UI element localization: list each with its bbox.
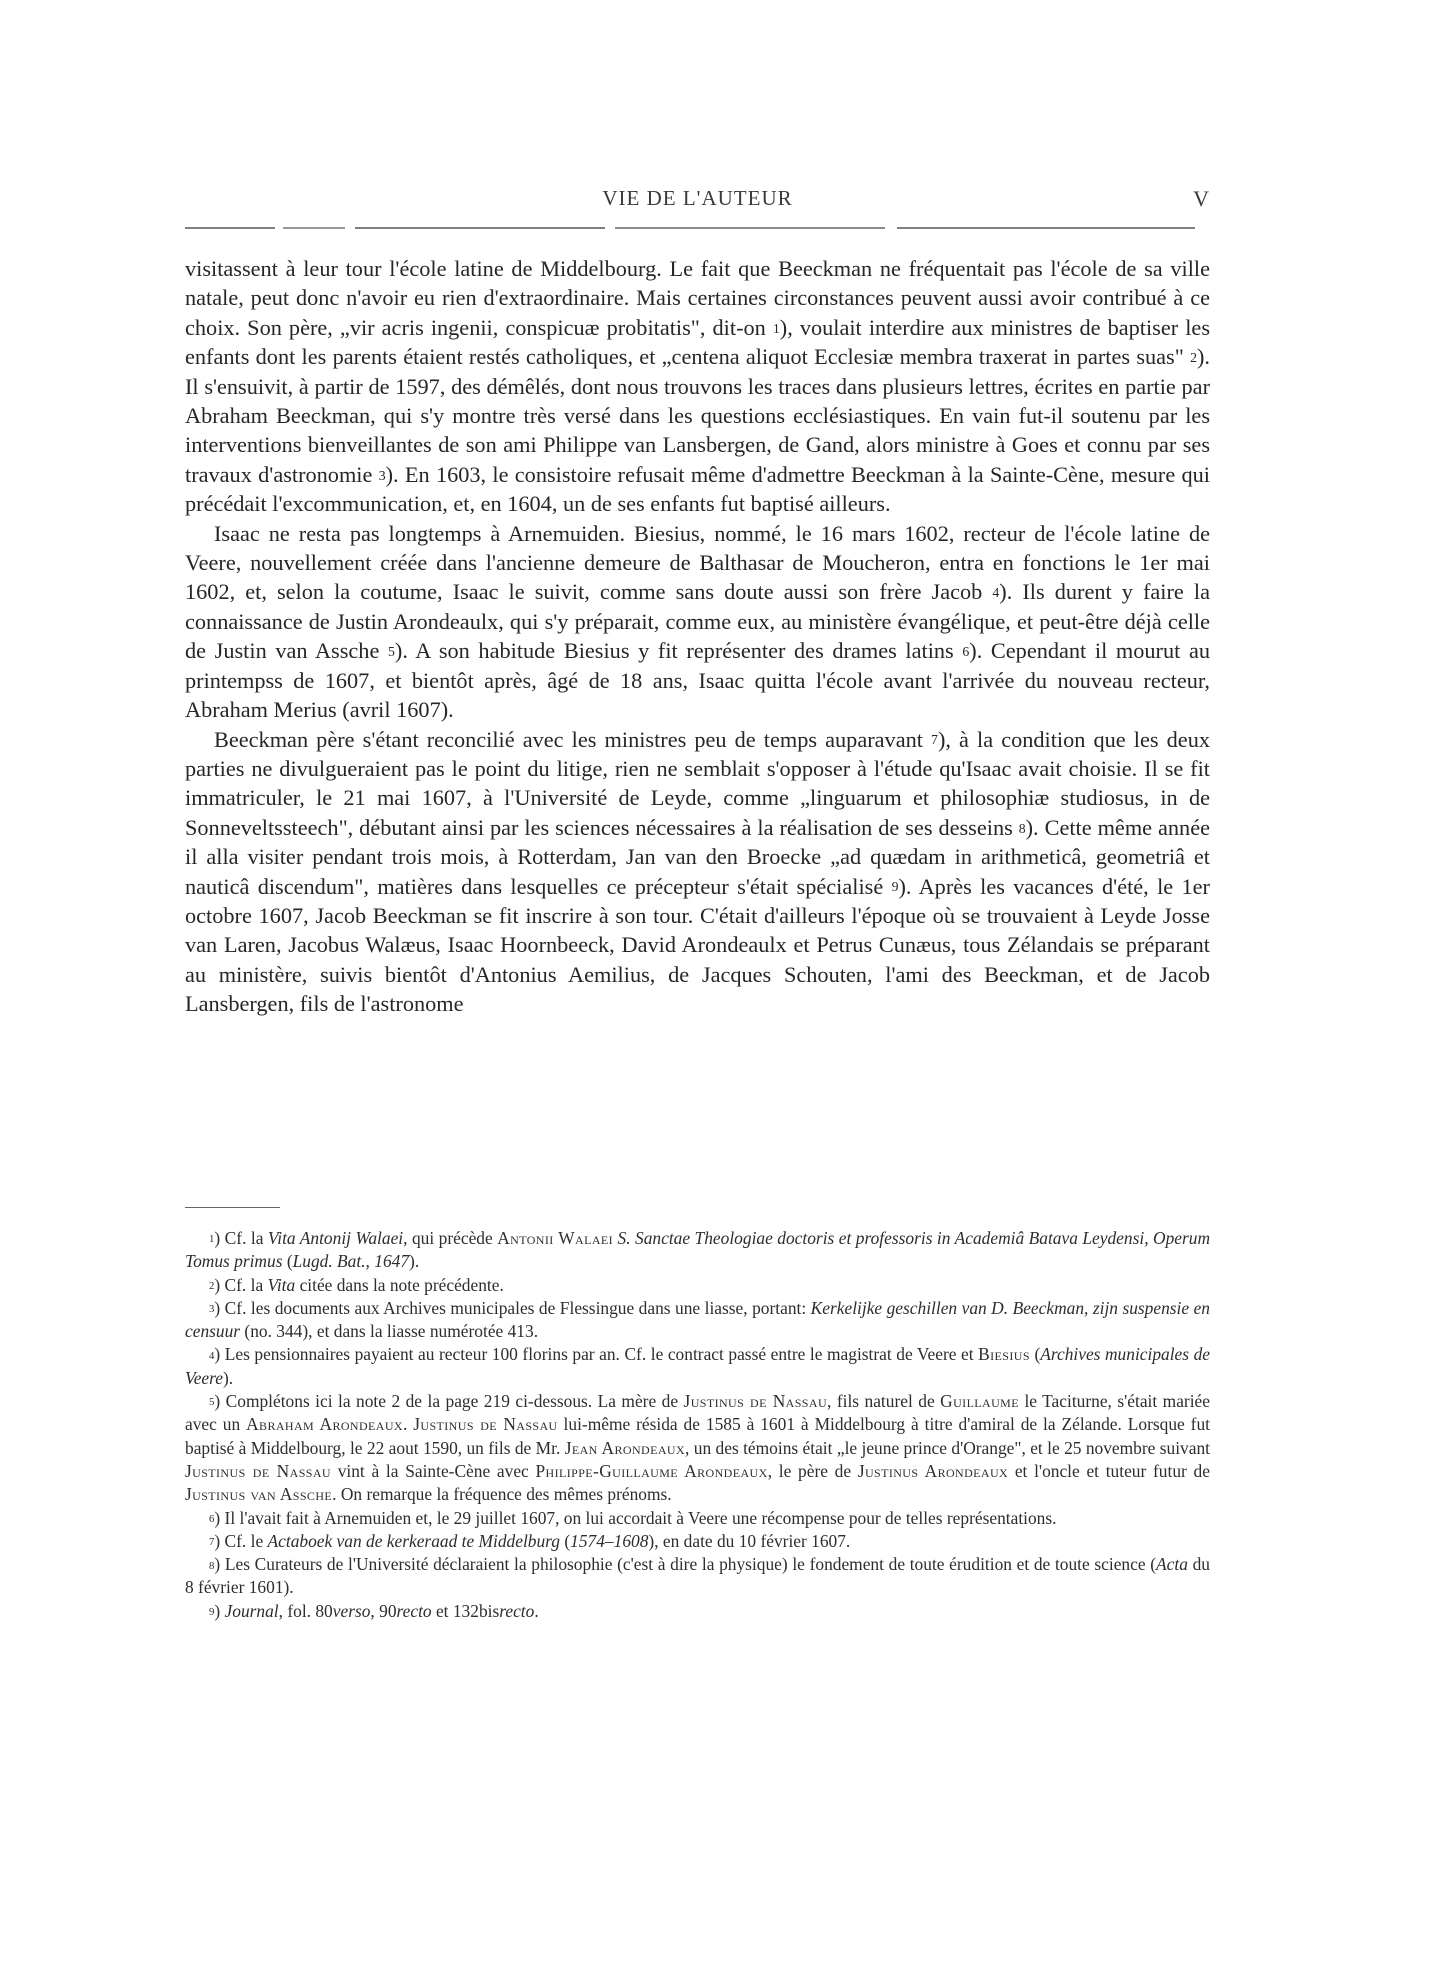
small-caps-run: Justinus Arondeaux [857, 1460, 1009, 1481]
footnote-2: $^2$) Cf. la Vita citée dans la note précédente. [209, 1274, 504, 1295]
footnote-6: $^6$) Il l'avait fait à Arnemuiden et, le 29 juillet 1607, on lui accordait à Veere une récompense pour de telles représentations. [209, 1507, 1057, 1528]
header-rule [185, 227, 1195, 229]
footnote-5: $^5$) Complétons ici la note 2 de la page 219 ci-dessous. La mère de Justinus de Nassau, fils naturel de Guillaume le Taciturne, s'était mariée avec un Abraham Arondeaux. Justinus de Nassau lui-même résida de 1585 à 1601 à Middelbourg à titre d'amiral de la Zélande. Lorsque fut baptisé à Middelbourg, le 22 aout 1590, un fils de Mr. Jean Arondeaux, un des témoins était „le jeune prince d'Orange", et le 25 novembre suivant Justinus de Nassau vint à la Sainte-Cène avec Philippe-Guillaume Arondeaux, le père de Justinus Arondeaux et l'oncle et tuteur futur de Justinus van Assche. On remarque la fréquence des mêmes prénoms. [185, 1391, 1210, 1505]
footnote-mark: 4 [209, 1349, 215, 1362]
italic-run: Vita Antonij Walaei [267, 1228, 404, 1248]
text-run: ). Cette même année il alla visiter pendant trois mois, à Rotterdam, Jan van den Broecke „ad quædam in arithmeticâ, geometriâ et nauticâ discendum", matières dans lesquelles ce précepteur s'était spécialisé [185, 814, 1210, 899]
italic-run: Journal [224, 1600, 279, 1621]
italic-run: Kerkelijke geschillen van D. Beeckman, zijn suspensie en censuur [185, 1297, 1211, 1342]
text-run: ( [282, 1251, 293, 1272]
footnote-3: $^3$) Cf. les documents aux Archives municipales de Flessingue dans une liasse, portant: Kerkelijke geschillen van D. Beeckman, zijn suspensie en censuur (no. 344), et dans la liasse numérotée 413. [185, 1297, 1211, 1342]
text-run: . [402, 1414, 414, 1435]
text-run: ), à la condition que les deux parties ne divulgueraient pas le point du litige, rien ne semblait s'opposer à l'étude qu'Isaac avait choisie. Il se fit immatriculer, le 21 mai 1607, à l'Université de Leyde, comme „linguarum et philosophiæ studiosus, in de Sonneveltssteech", débutant ainsi par les sciences nécessaires à la réalisation de ses desseins [185, 726, 1210, 840]
footnote-ref: 5 [388, 644, 395, 660]
book-page [185, 0, 1210, 1977]
text-run: , le père de [767, 1460, 858, 1481]
small-caps-run: Justinus de Nassau [683, 1391, 828, 1412]
footnote-9: $^9$) Journal, fol. 80verso, 90recto et 132bisrecto. [209, 1600, 539, 1621]
italic-run: Archives municipales de Veere [185, 1344, 1210, 1388]
text-run: Beeckman père s'étant reconcilié avec les ministres peu de temps auparavant [214, 726, 932, 752]
text-run: Isaac ne resta pas longtemps à Arnemuiden. Biesius, nommé, le 16 mars 1602, recteur de l'école latine de Veere, nouvellement créée dans l'ancienne demeure de Balthasar de Moucheron, entra en fonctions le 1er mai 1602, et, selon la coutume, Isaac le suivit, comme sans doute aussi son frère Jacob [185, 520, 1210, 605]
running-head [185, 186, 1210, 220]
footnote-8: $^8$) Les Curateurs de l'Université déclaraient la philosophie (c'est à dire la physique) le fondement de toute érudition et de toute science (Acta du 8 février 1601). [185, 1554, 1210, 1598]
text-run: Complétons ici la note 2 de la page 219 ci-dessous. La mère de [225, 1391, 684, 1412]
text-run: citée dans la note précédente. [295, 1274, 504, 1295]
running-head-title: VIE DE L'AUTEUR [602, 186, 793, 210]
footnote-mark: 3 [209, 1303, 215, 1316]
text-run: , un des témoins était „le jeune prince d'Orange", et le 25 novembre suivant [685, 1437, 1210, 1458]
paragraph-1 [185, 254, 1210, 519]
text-run: le Taciturne, s'était mariée avec un [185, 1391, 1210, 1435]
text-run: , qui précède [403, 1228, 498, 1248]
text-run: ). Ils durent y faire la connaissance de Justin Arondeaulx, qui s'y préparait, comme eux, au ministère évangélique, et peut-être déjà celle de Justin van Assche [185, 579, 1210, 664]
text-run: Cf. le [224, 1530, 268, 1551]
text-run: Cf. les documents aux Archives municipales de Flessingue dans une liasse, portant: [224, 1297, 811, 1318]
text-run: ). En 1603, le consistoire refusait même d'admettre Beeckman à la Sainte-Cène, mesure qui précédait l'excommunication, et, en 1604, un de ses enfants fut baptisé ailleurs. [185, 461, 1210, 517]
italic-run: Lugd. Bat., 1647 [292, 1251, 410, 1272]
italic-run: recto [396, 1600, 432, 1621]
text-run: ), voulait interdire aux ministres de baptiser les enfants dont les parents étaient restés catholiques, et „centena aliquot Ecclesiæ membra traxerat in partes suas" [185, 314, 1210, 370]
footnote-4: $^4$) Les pensionnaires payaient au recteur 100 florins par an. Cf. le contract passé entre le magistrat de Veere et Biesius (Archives municipales de Veere). [185, 1344, 1210, 1388]
text-run: vint à la Sainte-Cène avec [330, 1460, 536, 1481]
italic-run: Actaboek van de kerkeraad te Middelburg [267, 1530, 560, 1551]
footnote-ref: 2 [1190, 350, 1197, 366]
text-run: du 8 février 1601). [185, 1554, 1210, 1598]
text-run: Il l'avait fait à Arnemuiden et, le 29 juillet 1607, on lui accordait à Veere une récompense pour de telles représentations. [224, 1507, 1057, 1528]
text-run: ). Après les vacances d'été, le 1er octobre 1607, Jacob Beeckman se fit inscrire à son tour. C'était d'ailleurs l'époque où se trouvaient à Leyde Josse van Laren, Jacobus Walæus, Isaac Hoornbeeck, David Arondeaulx et Petrus Cunæus, tous Zélandais se préparant au ministère, suivis bientôt d'Antonius Aemilius, de Jacques Schouten, l'ami des Beeckman, et de Jacob Lansbergen, fils de l'astronome [185, 873, 1210, 1017]
text-run: Cf. la [224, 1274, 268, 1295]
text-run: , 90 [370, 1600, 397, 1621]
text-run: ). [409, 1251, 420, 1272]
text-run: ( [560, 1530, 571, 1551]
text-run: ). A son habitude Biesius y fit représenter des drames latins [394, 638, 963, 664]
text-run: Les pensionnaires payaient au recteur 100 florins par an. Cf. le contract passé entre le magistrat de Veere et [224, 1344, 979, 1365]
footnote-mark: 7 [209, 1536, 215, 1549]
text-run: et l'oncle et tuteur futur de [1008, 1460, 1210, 1481]
italic-run: Acta [1156, 1554, 1188, 1575]
small-caps-run: Justinus de Nassau [185, 1460, 331, 1481]
text-run: ). Il s'ensuivit, à partir de 1597, des démêlés, dont nous trouvons les traces dans plusieurs lettres, écrites en partie par Abraham Beeckman, qui s'y montre très versé dans les questions ecclésiastiques. En vain fut-il soutenu par les interventions bienveillantes de son ami Philippe van Lansbergen, de Gand, alors ministre à Goes et connu par ses travaux d'astronomie [185, 344, 1210, 487]
text-run: . [534, 1600, 539, 1621]
footnote-ref: 8 [1018, 820, 1026, 836]
footnote-ref: 1 [772, 320, 780, 336]
footnote-1: $^1$) Cf. la Vita Antonij Walaei, qui précède Antonii Walaei S. Sanctae Theologiae doctoris et professoris in Academiâ Batava Leydensi, Operum Tomus primus (Lugd. Bat., 1647). [185, 1228, 1211, 1272]
italic-run: recto [499, 1600, 535, 1621]
footnotes [185, 1227, 1210, 1623]
small-caps-run: Justinus van Assche [185, 1484, 333, 1505]
footnote-mark: 1 [209, 1233, 215, 1246]
footnote-rule [185, 1207, 280, 1208]
text-run: (no. 344), et dans la liasse numérotée 413. [240, 1321, 539, 1342]
footnote-ref: 6 [962, 644, 970, 660]
footnote-ref: 7 [931, 732, 938, 748]
text-run: ). [222, 1367, 234, 1388]
text-run: ). Cependant il mourut au printempss de 1607, et bientôt après, âgé de 18 ans, Isaac quitta l'école avant l'arrivée du nouveau recteur, Abraham Merius (avril 1607). [185, 638, 1210, 723]
small-caps-run: Guillaume [940, 1391, 1019, 1412]
text-run: , fol. 80 [278, 1600, 333, 1621]
text-run: ), en date du 10 février 1607. [648, 1530, 851, 1551]
text-run: Les Curateurs de l'Université déclaraient la philosophie (c'est à dire la physique) le fondement de toute érudition et de toute science ( [224, 1554, 1157, 1575]
paragraph-3 [185, 725, 1210, 1019]
small-caps-run: Biesius [978, 1344, 1030, 1365]
italic-run: verso [332, 1600, 371, 1621]
footnote-mark: 9 [209, 1606, 215, 1619]
text-run: Cf. la [224, 1228, 268, 1248]
small-caps-run: Jean Arondeaux [564, 1437, 686, 1458]
footnote-mark: 8 [209, 1559, 215, 1572]
main-text [185, 254, 1210, 1019]
italic-run: Vita [267, 1274, 296, 1295]
text-run: et 132bis [431, 1600, 500, 1621]
footnote-mark: 2 [209, 1279, 215, 1292]
footnote-ref: 4 [992, 585, 1000, 601]
footnote-ref: 3 [378, 467, 386, 483]
paragraph-2 [185, 519, 1210, 725]
footnote-ref: 9 [891, 879, 899, 895]
page-number: V [1193, 186, 1210, 211]
italic-run: S. Sanctae Theologiae doctoris et professoris in Academiâ Batava Leydensi, Operum Tomus primus [185, 1228, 1211, 1272]
text-run: . On remarque la fréquence des mêmes prénoms. [332, 1484, 672, 1505]
small-caps-run: Antonii Walaei [497, 1228, 614, 1248]
footnote-mark: 5 [209, 1396, 215, 1409]
small-caps-run: Abraham Arondeaux [246, 1414, 403, 1435]
footnote-7: $^7$) Cf. le Actaboek van de kerkeraad te Middelburg (1574–1608), en date du 10 février 1607. [209, 1530, 851, 1551]
small-caps-run: Justinus de Nassau [413, 1414, 558, 1435]
italic-run: 1574–1608 [570, 1530, 649, 1551]
text-run: visitassent à leur tour l'école latine de Middelbourg. Le fait que Beeckman ne fréquentait pas l'école de sa ville natale, peut donc n'avoir eu rien d'extraordinaire. Mais certaines circonstances peuvent aussi avoir contribué à ce choix. Son père, „vir acris ingenii, conspicuæ probitatis", dit-on [185, 256, 1210, 340]
text-run: , fils naturel de [827, 1391, 941, 1412]
footnote-mark: 6 [209, 1512, 215, 1525]
text-run: ( [1029, 1344, 1041, 1365]
text-run: lui-même résida de 1585 à 1601 à Middelbourg à titre d'amiral de la Zélande. Lorsque fut baptisé à Middelbourg, le 22 aout 1590, un fils de Mr. [185, 1414, 1210, 1458]
small-caps-run: Philippe-Guillaume Arondeaux [535, 1460, 768, 1481]
